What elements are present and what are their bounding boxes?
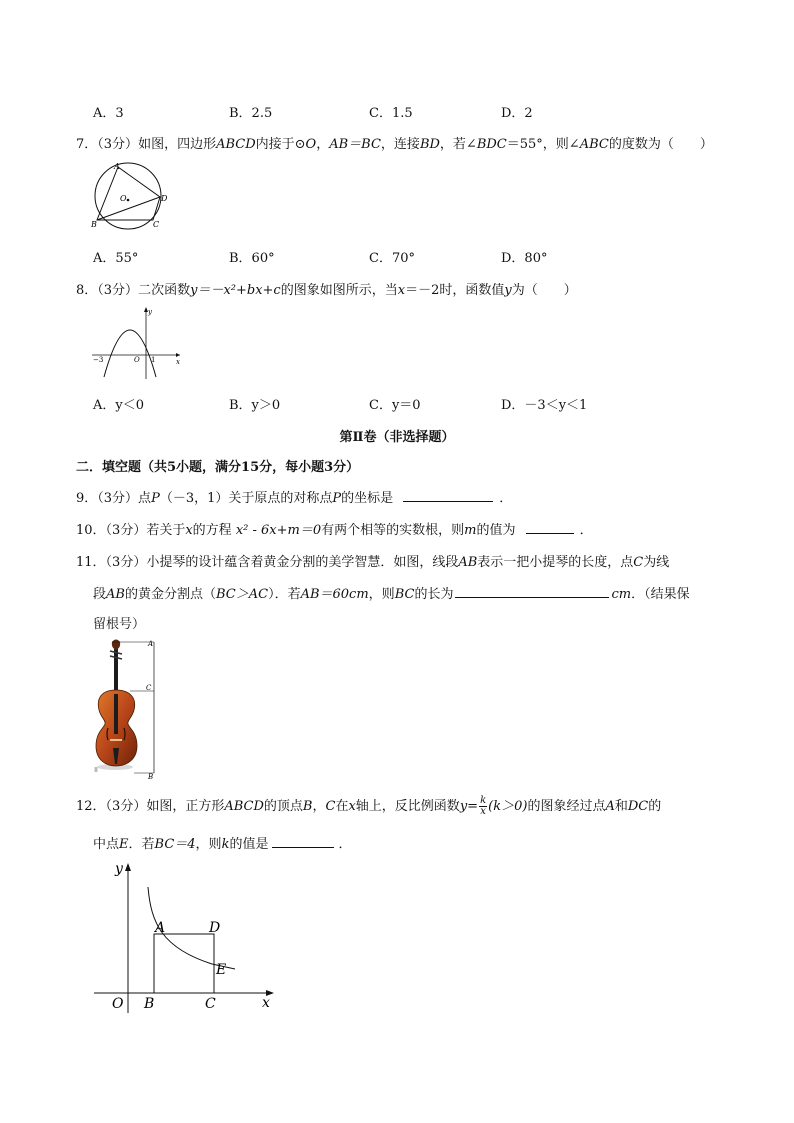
q12-var: k xyxy=(221,837,230,852)
q7-var: ABC xyxy=(579,137,609,152)
q12-condition: (k＞0) xyxy=(488,799,528,814)
q8-option-c: C．y＝0 xyxy=(369,398,421,413)
q12-text: 和 xyxy=(614,799,628,814)
q11-number: 11． xyxy=(76,555,106,570)
q12-text: ，则 xyxy=(195,837,222,852)
q11-line-3: 留根号） xyxy=(93,617,146,632)
q7-text: ，连接 xyxy=(380,137,420,152)
q11-text: ，则 xyxy=(368,587,395,602)
q11-text: （3分）小提琴的设计蕴含着黄金分割的美学智慧．如图，线段 xyxy=(105,555,459,570)
q12-end: ． xyxy=(338,837,352,852)
q11-line-1 xyxy=(76,551,669,570)
q11-text: 段 xyxy=(93,587,107,602)
q8-option-b: B．y＞0 xyxy=(229,398,281,413)
label-o: O xyxy=(120,194,127,203)
q10-text: 的方程 xyxy=(192,523,232,538)
label-c: C xyxy=(153,220,160,229)
q11-violin-figure xyxy=(90,638,162,780)
violin-fingerboard xyxy=(114,694,118,734)
q8-var: y xyxy=(190,283,198,298)
q9-stem xyxy=(76,487,512,506)
q10-end: ． xyxy=(579,523,593,538)
q8-var: x xyxy=(397,283,406,298)
q11-text: ）．若 xyxy=(268,587,301,602)
section-title: 第Ⅱ卷（非选择题） xyxy=(339,430,455,445)
q7-text: ＝55°，则∠ xyxy=(506,137,580,152)
q12-text: 的 xyxy=(648,799,662,814)
q12-var: BC＝4 xyxy=(154,837,196,852)
q10-number: 10． xyxy=(76,523,106,538)
q10-text: 有两个相等的实数根，则 xyxy=(321,523,465,538)
q11-line-2 xyxy=(93,583,690,602)
q8-text: 二次函数 xyxy=(138,283,191,298)
q8-formula: ＝－x²+bx+c xyxy=(197,283,281,298)
q11-var: BC xyxy=(394,587,415,602)
q12-text: 中点 xyxy=(93,837,120,852)
q9-number: 9． xyxy=(76,491,98,506)
q12-var: C xyxy=(325,799,336,814)
x-label: x xyxy=(262,995,270,1011)
q11-text: 表示一把小提琴的长度，点 xyxy=(477,555,634,570)
q11-text: ．（结果保 xyxy=(631,587,690,602)
label-d: D xyxy=(209,920,221,936)
y-label: y xyxy=(115,861,123,877)
q10-answer-blank[interactable] xyxy=(526,521,574,534)
q8-parabola-figure xyxy=(90,303,185,381)
q8-score: （3分） xyxy=(97,283,139,298)
label-c: C xyxy=(205,996,216,1012)
q7-var: BD xyxy=(419,137,440,152)
q12-text: ， xyxy=(312,799,326,814)
q10-equation: x² - 6x+m＝0 xyxy=(235,523,322,538)
q8-text: 为（ ） xyxy=(511,283,577,298)
q7-text: 的度数为（ ） xyxy=(608,137,713,152)
q12-var: E xyxy=(119,837,129,852)
q11-var: BC＞AC xyxy=(215,587,269,602)
parabola-curve xyxy=(104,330,156,377)
q12-text: ．若 xyxy=(128,837,155,852)
x-axis-arrow-icon xyxy=(176,353,180,357)
tick-1: 1 xyxy=(151,356,156,364)
x-label: x xyxy=(176,358,180,366)
q8-number: 8． xyxy=(76,283,98,298)
q7-var: ABCD xyxy=(216,137,256,152)
y-axis-arrow-icon xyxy=(125,863,131,871)
origin-label: O xyxy=(134,356,140,364)
q7-text: 内接于⊙ xyxy=(255,137,306,152)
q8-option-d: D．－3＜y＜1 xyxy=(501,398,588,413)
q7-text: ， xyxy=(316,137,330,152)
q10-var: m xyxy=(464,523,477,538)
q7-circle-figure xyxy=(88,160,173,230)
q9-answer-blank[interactable] xyxy=(403,489,493,502)
q12-var: B xyxy=(302,799,313,814)
part2-heading: 二．填空题（共5小题，满分15分，每小题3分） xyxy=(76,460,360,475)
q10-text: （3分）若关于 xyxy=(105,523,186,538)
q11-var: AB xyxy=(458,555,478,570)
label-a: A xyxy=(148,640,154,648)
q7-option-c: C．70° xyxy=(369,251,415,266)
q7-option-a: A．55° xyxy=(93,251,139,266)
q7-option-d: D．80° xyxy=(501,251,548,266)
q6-option-c: C．1.5 xyxy=(369,106,413,121)
circle-o xyxy=(95,163,161,229)
label-a: A xyxy=(114,162,120,171)
q10-var: x xyxy=(185,523,193,538)
q11-answer-blank[interactable] xyxy=(455,585,609,598)
q12-text: （3分）如图，正方形 xyxy=(105,799,225,814)
q12-text: 在 xyxy=(335,799,349,814)
q11-var: AB＝60cm xyxy=(300,587,369,602)
q8-var: y xyxy=(504,283,512,298)
q7-score: （3分） xyxy=(97,137,139,152)
q9-end: ． xyxy=(499,491,513,506)
q10-text: 的值为 xyxy=(476,523,516,538)
q10-stem xyxy=(76,519,593,538)
q11-var: C xyxy=(633,555,644,570)
violin-scroll xyxy=(112,640,120,651)
q12-var: DC xyxy=(627,799,649,814)
q7-var: O xyxy=(305,137,317,152)
center-point xyxy=(127,199,130,202)
label-b: B xyxy=(91,220,97,229)
y-label: y xyxy=(148,308,152,316)
label-a: A xyxy=(155,920,166,936)
q9-text: （－3，1）关于原点的对称点 xyxy=(159,491,333,506)
q7-text: 如图，四边形 xyxy=(138,137,217,152)
q11-var: AB xyxy=(106,587,125,602)
q8-option-a: A．y＜0 xyxy=(93,398,145,413)
tick-minus-3: −3 xyxy=(93,356,104,364)
q12-var: x xyxy=(348,799,356,814)
q7-number: 7． xyxy=(76,137,98,152)
q12-text: 的顶点 xyxy=(263,799,303,814)
origin-label: O xyxy=(112,996,124,1012)
q9-text: 的坐标是 xyxy=(341,491,394,506)
q12-coordinate-figure xyxy=(92,858,282,1018)
q7-option-b: B．60° xyxy=(229,251,275,266)
q6-option-d: D．2 xyxy=(501,106,533,121)
q12-fraction xyxy=(479,796,487,817)
label-d: D xyxy=(161,194,168,203)
q7-stem xyxy=(76,133,713,152)
q12-line-2 xyxy=(93,833,351,852)
q7-var: BDC xyxy=(476,137,507,152)
q8-text: ＝－2时，函数值 xyxy=(405,283,505,298)
violin-bridge xyxy=(110,739,122,741)
square-abcd xyxy=(154,934,214,993)
q7-text: ，若∠ xyxy=(439,137,477,152)
label-b: B xyxy=(144,996,155,1012)
q12-var: ABCD xyxy=(224,799,264,814)
q12-line-1: 12．（3分）如图，正方形ABCD的顶点B，C在x轴上，反比例函数y= $\frac{k}{x}$ (k＞0)的图象经过点A和DC的 xyxy=(76,795,662,817)
q12-var: A xyxy=(605,799,615,814)
q7-var: AB＝BC xyxy=(329,137,381,152)
q12-var: y xyxy=(459,799,468,814)
q8-stem xyxy=(76,279,577,298)
q12-number: 12． xyxy=(76,799,106,814)
q11-text: 的长为 xyxy=(414,587,454,602)
q12-text: 的值是 xyxy=(229,837,269,852)
label-e: E xyxy=(216,962,227,978)
quadrilateral-abcd xyxy=(97,167,160,220)
q12-text: 的图象经过点 xyxy=(527,799,606,814)
q11-unit: cm xyxy=(611,587,632,602)
violin-neck xyxy=(114,648,118,694)
q6-option-a: A．3 xyxy=(93,106,124,121)
q6-option-b: B．2.5 xyxy=(229,106,273,121)
fraction-numerator: k xyxy=(480,795,487,806)
q11-text: 为线 xyxy=(643,555,670,570)
fraction-denominator: x xyxy=(480,806,486,817)
q9-var: P xyxy=(151,491,160,506)
q9-text: （3分）点 xyxy=(97,491,152,506)
q9-var: P xyxy=(332,491,342,506)
q8-text: 的图象如图所示，当 xyxy=(280,283,398,298)
q12-answer-blank[interactable] xyxy=(272,835,334,848)
label-b: B xyxy=(148,773,154,780)
q11-text: 的黄金分割点（ xyxy=(124,587,216,602)
q12-text: 轴上，反比例函数 xyxy=(355,799,460,814)
label-c: C xyxy=(146,684,152,692)
